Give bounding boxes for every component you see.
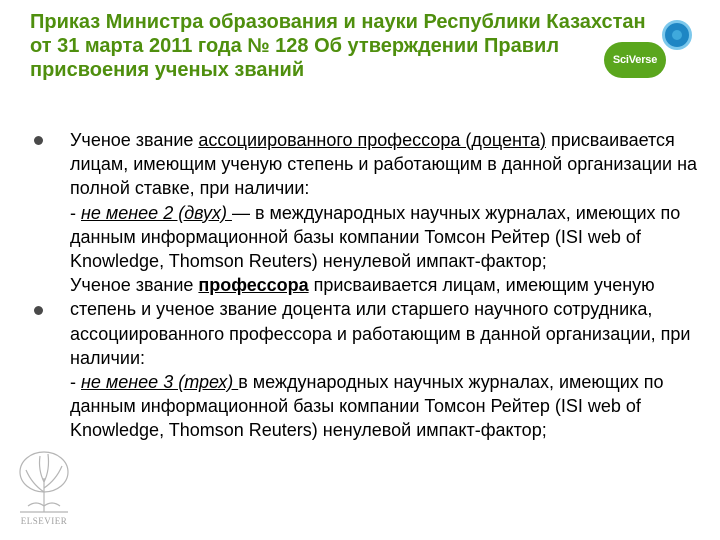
bullet-text: присваивается лицам, имеющим ученую степень и ученое звание доцента или старшего научного сотрудника, ассоциированного профессора и работающим в данной организации, при наличии: bbox=[70, 275, 691, 368]
globe-logo-icon bbox=[662, 20, 692, 50]
bullet-item-professor bbox=[70, 273, 700, 442]
title-line-3: присвоения ученых званий bbox=[30, 59, 305, 81]
bullet-text: присваивается лицам, имеющим ученую степень и работающим в данной организации на полной ставке, при наличии: bbox=[70, 130, 698, 199]
bullet-dot-icon bbox=[34, 306, 43, 315]
bullet-intro: Ученое звание bbox=[70, 275, 199, 296]
title-line-2: от 31 марта 2011 года № 128 Об утверждении Правил bbox=[30, 35, 560, 57]
bullet-dot-icon bbox=[34, 136, 43, 145]
publication-requirement: не менее 2 (двух) bbox=[81, 202, 232, 223]
bullet-list bbox=[70, 128, 700, 443]
bullet-text: в международных научных журналах, имеющих по данным информационной базы компании Томсон Рейтер (ISI web of Knowledge, Thomson Reuters) ненулевой импакт-фактор; bbox=[70, 372, 664, 441]
rank-title-emphasis: профессора bbox=[198, 275, 309, 296]
bullet-item-associate-professor bbox=[70, 128, 700, 273]
elsevier-wordmark: ELSEVIER bbox=[20, 516, 68, 526]
bullet-text: — в международных научных журналах, имеющих по данным информационной базы компании Томсон Рейтер (ISI web of Knowledge, Thomson Reuters) ненулевой импакт-фактор; bbox=[70, 202, 681, 272]
dash: - bbox=[70, 372, 81, 393]
rank-title-emphasis: ассоциированного профессора (доцента) bbox=[198, 130, 546, 150]
tree-icon bbox=[14, 448, 74, 514]
bullet-intro: Ученое звание bbox=[70, 130, 199, 150]
dash: - bbox=[70, 202, 81, 223]
publication-requirement: не менее 3 (трех) bbox=[81, 372, 239, 393]
title-line-1: Приказ Министра образования и науки Республики Казахстан bbox=[30, 11, 646, 33]
sciverse-logo: SciVerse bbox=[604, 42, 666, 78]
elsevier-logo bbox=[14, 448, 74, 526]
